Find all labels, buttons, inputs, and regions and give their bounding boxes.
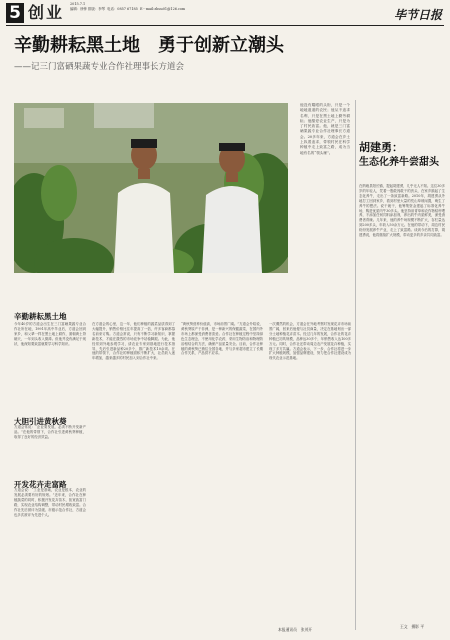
meta-date: 2015.7.1 bbox=[70, 2, 86, 6]
header-rule bbox=[6, 25, 444, 26]
article-byline: 本报通讯员 张茂开 bbox=[278, 627, 313, 632]
column-divider bbox=[355, 100, 356, 630]
meta-email: E－mail:zhuu01@126.com bbox=[139, 7, 186, 11]
article-intro: 他没有耀眼的头衔，只是一个地地道道的农民；他从不追求名利，只是在黑土地上勤劳耕耘；他酷爱农业生产，只是为了村民致富。他，就是三门富硒果蔬专业合作社理事长方道会。20多年来，方道会在乡土上执着追求，带领村民在科学种植中走上致富之路，成为当地有名的“领头雁”。 bbox=[300, 103, 350, 155]
body-text-6: 一次偶然的机会，方道会在外地考察时发现花卉市场前景广阔，回来后他便与社员商量，决定在基地划出一部分土地种植花卉苗木。经过几年的发展，合作社的花卉种植已初具规模，品种达30多个，年销售收入达100多万元。同时，合作社还带动周边农户发展花卉种植，实现了多方共赢。方道会表示，下一步，合作社将进一步扩大种植规模，加强品牌建设，努力把合作社建设成为现代农业示范基地。 bbox=[269, 322, 351, 361]
sidebar-name: 胡建勇： bbox=[359, 141, 403, 154]
edition-meta bbox=[70, 2, 185, 12]
subheading-3: 开发花卉走富路 bbox=[14, 480, 67, 489]
body-text-2: 方道会常说：“企业要发展，必须不断开发新产品。”在他的带领下，合作社引进黄秋葵种植，取得了良好的经济效益。 bbox=[14, 425, 86, 439]
masthead bbox=[0, 0, 450, 30]
meta-phone: 电话：0857 67185 bbox=[107, 7, 138, 11]
article-subtitle: ——记三门富硒果蔬专业合作社理事长方道会 bbox=[14, 62, 185, 72]
subheading-2: 大胆引进黄秋葵 bbox=[14, 417, 67, 426]
body-text-1: 今年40岁的方道会出生在三门富硒果蔬专业合作社所在地，1991年高中毕业后，方道会回到家乡，和父辈一样在黑土地上耕作，面朝黄土背朝天，一年到头收入微薄。但他并没有满足于现状，他深知要致富就要学习科学知识。 bbox=[14, 322, 86, 346]
article-photo bbox=[14, 103, 288, 273]
sidebar-headline: 生态化养牛尝甜头 bbox=[359, 157, 439, 168]
meta-editor: 编辑：徐钟 排版：李琴 bbox=[70, 7, 105, 11]
body-text-4: 在方道会的心里，这一年，他们种植的蔬菜品质得到了大幅提升，销售价格比往年提高了一倍，许多客商都慕名前来订购。方道会常说，只有不断学习新知识、掌握新技术，才能在激烈的市场竞争中站稳脚跟。为此，他经常到外地参观学习，请农业专家到基地进行技术指导，先后引进新品种20多个，推广新技术10余项。在他的带领下，合作社的种植面积不断扩大，社员收入逐年增加，越来越多的村民加入到合作社中来。 bbox=[92, 322, 175, 361]
body-text-5: “黄秋葵营养价值高，市场前景广阔。”方道会介绍说，黄秋葵原产于非洲，是一种新兴的保健蔬菜，在国内外市场上都深受消费者喜爱。合作社在种植过程中坚持绿色生态理念，不使用化学农药，采用生物防治和物理防治相结合的方法，确保产品质量安全。目前，合作社种植的黄秋葵已销往全国各地，并与多家超市建立了长期合作关系，产品供不应求。 bbox=[181, 322, 263, 356]
article-title: 辛勤耕耘黑土地 勇于创新立潮头 bbox=[14, 35, 284, 56]
subheading-1: 辛勤耕耘黑土地 bbox=[14, 312, 67, 321]
page-number: 5 bbox=[6, 3, 24, 23]
section-name: 创业 bbox=[28, 3, 65, 22]
sidebar-author: 王文 摄影 平 bbox=[400, 624, 424, 629]
newspaper-logo: 毕节日报 bbox=[393, 8, 442, 22]
body-text-3: 方道会说：“工业是基础，农业是根本，农业的发展必须要有好的规划。”近年来，合作社在种植蔬菜的同时，积极开发花卉苗木，拓宽致富门路，实现农业结构调整，带动村民增收致富。合作社先后被评为县级、市级示范合作社，方道会也多次被评为先进个人。 bbox=[14, 488, 86, 517]
sidebar-body: 在纳雍县阳长镇，提起胡建勇，几乎无人不知。这位30多岁的年轻人，凭着一股敢闯敢干的劲头，在家乡搞起了生态化养牛，走出了一条致富新路。2010年，胡建勇从外地打工回到家乡，看到村里大量的荒山草坡闲置，萌生了养牛的想法。说干就干，他筹集资金建起了标准化养牛场，购进优质肉牛30多头。他坚持用青草和农作物秸秆喂养，不添加任何饲料添加剂，养出的牛肉质鲜美，深受消费者青睐。几年来，他的养牛场规模不断扩大，存栏量达到200多头，年收入50余万元。在他的带动下，周边村民纷纷发展养牛产业，走上了致富路。谈到今后的打算，胡建勇说，他将继续扩大规模，带动更多的乡亲共同致富。 bbox=[359, 184, 445, 238]
